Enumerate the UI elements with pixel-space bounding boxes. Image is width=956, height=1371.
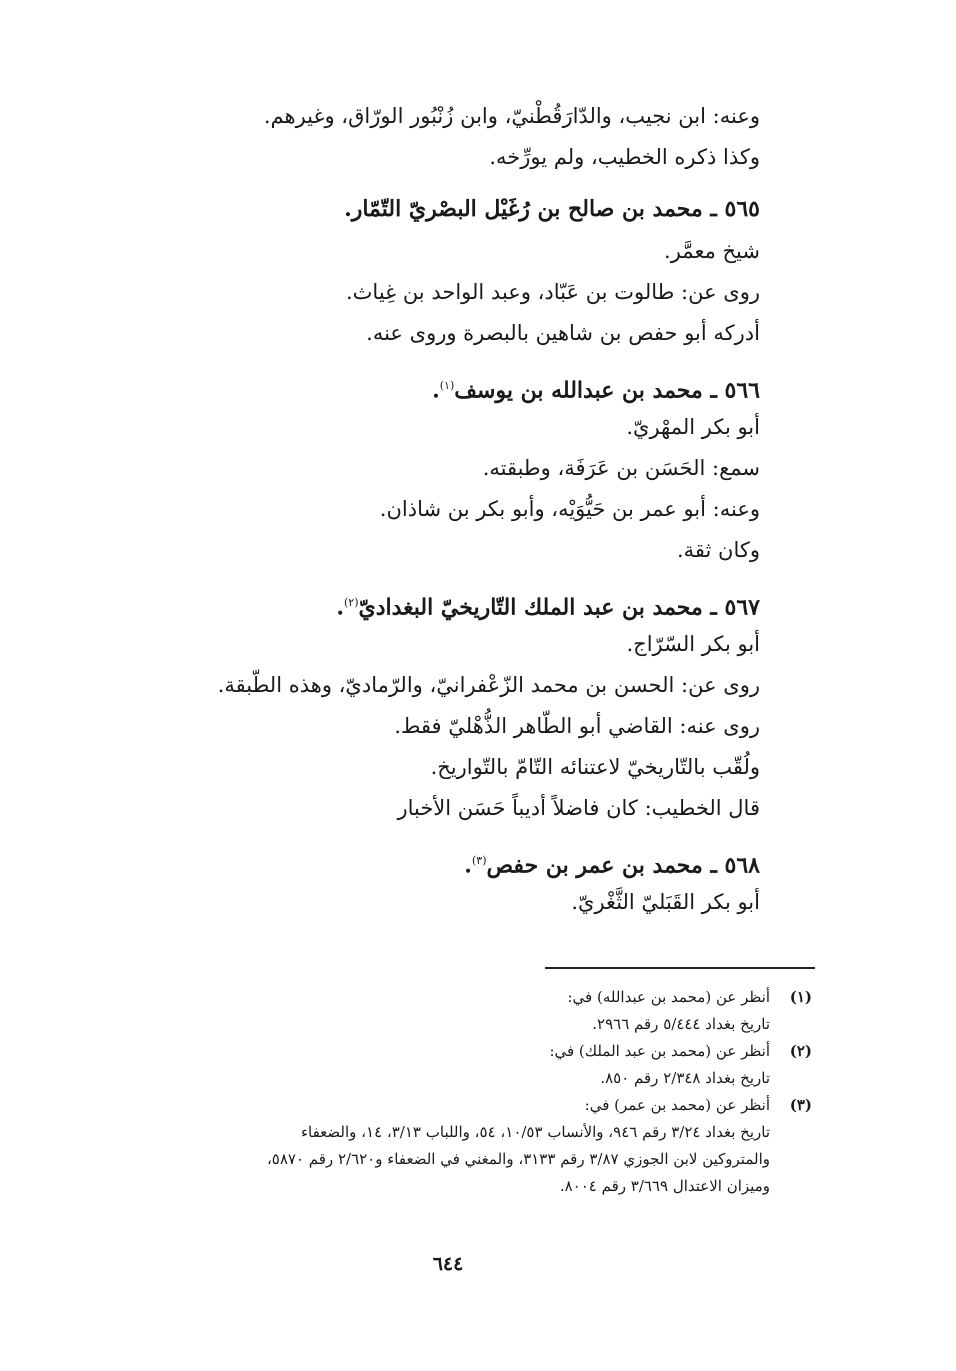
biography-entry	[150, 581, 760, 829]
entry-line: أبو بكر السّرّاج.	[626, 632, 760, 656]
entry-line: أبو بكر القَبَليّ الثَّغْريّ.	[571, 890, 760, 914]
footnote-line: تاريخ بغداد ٥/٤٤٤ رقم ٢٩٦٦.	[592, 1015, 770, 1033]
intro-line: وكذا ذكره الخطيب، ولم يورِّخه.	[489, 145, 760, 169]
entry-line: شيخ معمَّر.	[664, 239, 760, 263]
entry-line: ولُقّب بالتّاريخيّ لاعتنائه التّامّ بالتّواريخ.	[430, 755, 760, 779]
biography-entry	[150, 364, 760, 571]
footnote-line: تاريخ بغداد ٢/٣٤٨ رقم ٨٥٠.	[600, 1069, 770, 1087]
footnote-line: والمتروكين لابن الجوزي ٣/٨٧ رقم ٣١٣٣، والمغني في الضعفاء و٢/٦٢٠ رقم ٥٨٧٠،	[266, 1150, 770, 1168]
entry-line: أبو بكر المهْريّ.	[626, 415, 760, 439]
footnote-line: وميزان الاعتدال ٣/٦٦٩ رقم ٨٠٠٤.	[559, 1177, 770, 1195]
entry-line: وكان ثقة.	[676, 538, 760, 562]
footnote-number: (٢)	[789, 1042, 812, 1060]
entry-line: قال الخطيب: كان فاضلاً أديباً حَسَن الأخبار	[397, 796, 760, 820]
page-number: ٦٤٤	[432, 1253, 464, 1275]
footnotes	[90, 984, 812, 1200]
footnote-mark: (٢)	[343, 596, 359, 609]
footnote-separator	[545, 967, 815, 969]
footnote-line: تاريخ بغداد ٣/٢٤ رقم ٩٤٦، والأنساب ١٠/٥٣، ٥٤، واللباب ٣/١٣، ١٤، والضعفاء	[300, 1123, 770, 1141]
intro-line: وعنه: ابن نجيب، والدّارَقُطْنيّ، وابن زُنْبُور الورّاق، وغيرهم.	[263, 104, 760, 128]
entry-line: أدركه أبو حفص بن شاهين بالبصرة وروى عنه.	[366, 321, 760, 345]
biography-entry	[150, 188, 760, 354]
biography-entry	[150, 839, 760, 923]
entry-heading: ٥٦٦ ـ محمد بن عبدالله بن يوسف$^{(١)}$.	[432, 377, 760, 404]
entry-heading: ٥٦٥ ـ محمد بن صالح بن رُغَيْل البصْريّ التّمّار.	[344, 196, 760, 222]
entry-line: وعنه: أبو عمر بن حَيُّوَيْه، وأبو بكر بن شاذان.	[379, 497, 760, 521]
footnote-mark: (٣)	[471, 854, 487, 867]
footnote	[90, 1038, 812, 1092]
footnote-number: (١)	[789, 988, 812, 1006]
entry-line: سمع: الحَسَن بن عَرَفَة، وطبقته.	[482, 456, 760, 480]
footnote	[90, 984, 812, 1038]
footnote-mark: (١)	[439, 379, 455, 392]
entry-heading: ٥٦٨ ـ محمد بن عمر بن حفص$^{(٣)}$.	[464, 852, 760, 879]
footnote-line: أنظر عن (محمد بن عبد الملك) في:	[549, 1042, 770, 1060]
footnote-line: أنظر عن (محمد بن عمر) في:	[584, 1096, 770, 1114]
entry-line: روى عن: طالوت بن عَبّاد، وعبد الواحد بن غِياث.	[345, 280, 760, 304]
entry-heading: ٥٦٧ ـ محمد بن عبد الملك التّاريخيّ البغداديّ$^{(٢)}$.	[336, 594, 760, 621]
main-text	[150, 96, 760, 923]
entry-line: روى عن: الحسن بن محمد الزّعْفرانيّ، والرّماديّ، وهذه الطّبقة.	[217, 673, 760, 697]
entry-line: روى عنه: القاضي أبو الطّاهر الذُّهْليّ فقط.	[394, 714, 760, 738]
footnote	[90, 1092, 812, 1200]
footnote-number: (٣)	[789, 1096, 812, 1114]
footnote-line: أنظر عن (محمد بن عبدالله) في:	[567, 988, 770, 1006]
